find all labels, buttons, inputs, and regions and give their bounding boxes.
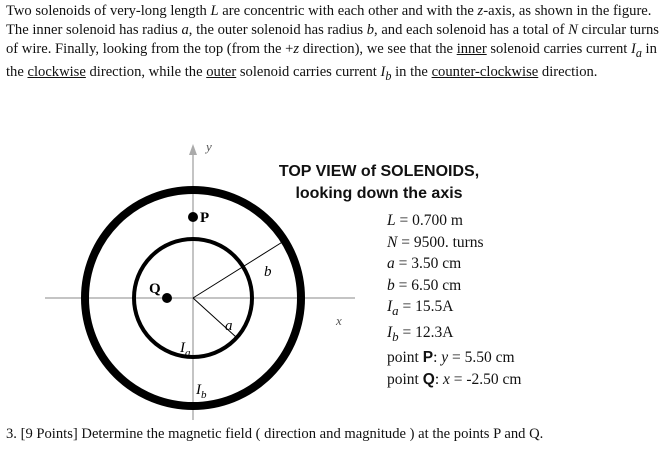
y-axis-arrowhead xyxy=(189,144,197,155)
radius-a-label: a xyxy=(225,318,233,334)
point-Q-label: Q xyxy=(149,281,161,297)
figure-title-line1: TOP VIEW of SOLENOIDS, xyxy=(278,163,480,180)
figure-title-line2: looking down the axis xyxy=(295,185,463,202)
param-Ib: $I_b = 12.3A$ xyxy=(387,323,454,344)
problem-statement: Two solenoids of very-long length L are concentric with each other and with the z-axis, as shown in the figure. The inner solenoid has radius a, the outer solenoid has radius b, and each solenoid has a total of N circular turns of wire. Finally, looking from the top (from the +z direction), we see that the inner solenoid carries current $I_a$ in the clockwise direction, while the outer solenoid carries current $I_b$ in the counter-clockwise direction. xyxy=(6,3,659,83)
param-N: N = 9500. turns xyxy=(387,233,484,251)
param-Ia: $I_a = 15.5A$ xyxy=(387,298,454,319)
point-P-label: P xyxy=(200,210,210,226)
param-point-P: point P: y = 5.50 cm xyxy=(387,349,515,367)
figure-title xyxy=(244,161,514,205)
x-axis-label: x xyxy=(336,313,342,328)
param-point-Q: point Q: x = -2.50 cm xyxy=(387,370,522,388)
current-Ib-label: $I_b$ xyxy=(196,382,207,401)
y-axis-label: y xyxy=(206,139,212,154)
point-Q-dot xyxy=(162,293,172,303)
param-L: L = 0.700 m xyxy=(387,212,463,229)
current-Ia-label: $I_a$ xyxy=(180,340,191,359)
param-a: a = 3.50 cm xyxy=(387,255,462,272)
point-P-dot xyxy=(188,212,198,222)
parameter-list xyxy=(387,210,521,390)
question-text: 3. [9 Points] Determine the magnetic field ( direction and magnitude ) at the points P and Q. xyxy=(6,426,544,442)
param-b: b = 6.50 cm xyxy=(387,276,462,294)
radius-b-label: b xyxy=(264,264,272,280)
